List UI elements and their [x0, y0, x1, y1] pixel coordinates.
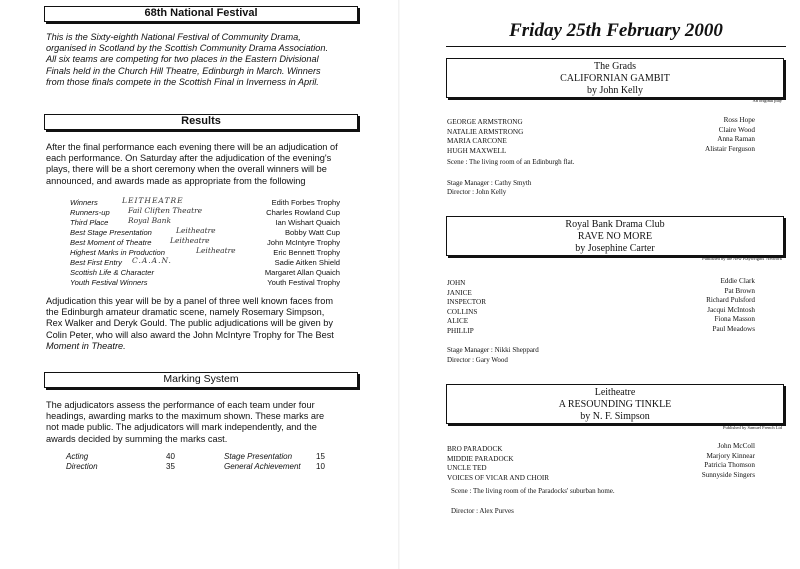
award-label: Best Moment of Theatre [70, 238, 152, 247]
award-label: Highest Marks in Production [70, 248, 165, 257]
award-trophy: Charles Rowland Cup [266, 208, 340, 217]
results-line: plays, there will be a short ceremony when the overall winners will be [46, 164, 327, 175]
cast-role: UNCLE TED [447, 464, 487, 473]
play-credit: Stage Manager : Cathy Smyth [447, 179, 532, 187]
award-label: Youth Festival Winners [70, 278, 148, 287]
play-header-box [446, 384, 784, 424]
cast-actor: Sunnyside Singers [701, 470, 755, 479]
mark-value: 40 [166, 452, 175, 461]
cast-actor: Pat Brown [724, 286, 755, 295]
results-line: each performance. On Saturday after the adjudication of the evening's [46, 153, 332, 164]
play-note: Published by the New Playwrights' Network [702, 256, 782, 261]
cast-roles [447, 445, 549, 483]
cast-roles [447, 118, 523, 156]
award-label: Best First Entry [70, 258, 122, 267]
festival-line: This is the Sixty-eighth National Festival of Community Drama, [46, 32, 301, 42]
award-trophy: John McIntyre Trophy [266, 238, 340, 247]
play-author: by John Kelly [586, 85, 644, 96]
play-header-box [446, 58, 784, 98]
award-label: Best Stage Presentation [70, 228, 152, 237]
award-trophy: Ian Wishart Quaich [275, 218, 340, 227]
cast-actor: Paul Meadows [712, 324, 755, 333]
festival-line: from those finals compete in the Scottish Final in Inverness in April. [46, 76, 319, 87]
cast-actors [640, 116, 755, 154]
adjudication-line: Adjudication this year will be by a panel of three well known faces from [46, 296, 334, 306]
cast-role: PHILLIP [447, 326, 474, 335]
festival-heading-box [44, 6, 358, 22]
handwritten-note: Royal Bank [128, 216, 172, 225]
cast-actor: Jacqui McIntosh [707, 305, 755, 314]
award-row [70, 198, 340, 207]
page-fold [398, 0, 400, 569]
play-title: CALIFORNIAN GAMBIT [560, 73, 670, 84]
handwritten-note: Fail Cliften Theatre [128, 206, 203, 215]
award-row [70, 268, 340, 277]
cast-actor: Alistair Ferguson [705, 144, 755, 153]
festival-intro [46, 32, 366, 88]
cast-role: NATALIE ARMSTRONG [447, 127, 524, 136]
cast-actor: Richard Pulsford [706, 296, 755, 305]
award-trophy: Sadie Aitken Shield [274, 258, 340, 267]
play-author: by N. F. Simpson [580, 411, 650, 422]
results-line: announced, and awards made as appropriate from the following [46, 175, 306, 186]
handwritten-note: Leitheatre [170, 236, 210, 245]
festival-line: organised in Scotland by the Scottish Community Drama Association. [46, 43, 329, 54]
mark-value: 35 [166, 462, 175, 471]
play-title: A RESOUNDING TINKLE [558, 399, 672, 410]
award-label: Runners-up [70, 208, 110, 217]
festival-heading: 68th National Festival [144, 7, 258, 19]
cast-actor: Anna Raman [717, 135, 755, 144]
cast-role: INSPECTOR [447, 298, 487, 307]
mark-value: 15 [316, 452, 325, 461]
results-line: After the final performance each evening there will be an adjudication of [46, 142, 338, 152]
award-label: Scottish Life & Character [70, 268, 154, 277]
award-row [70, 278, 340, 287]
mark-label: Stage Presentation [224, 452, 293, 461]
award-trophy: Eric Bennett Trophy [273, 248, 340, 257]
cast-actor: Ross Hope [723, 116, 755, 124]
award-label: Winners [70, 198, 98, 207]
cast-actor: Patricia Thomson [704, 461, 755, 470]
marking-line: headings, awarding marks to the maximum shown. These marks are [46, 411, 325, 422]
award-row [70, 248, 340, 257]
play-credit: Stage Manager : Nikki Sheppard [447, 346, 539, 354]
date-heading: Friday 25th February 2000 [509, 20, 723, 41]
cast-role: COLLINS [447, 307, 478, 316]
date-rule [446, 46, 786, 47]
cast-role: ALICE [447, 317, 469, 326]
handwritten-note: LEITHEATRE [122, 196, 184, 205]
cast-roles [447, 279, 486, 337]
handwritten-note: Leitheatre [176, 226, 216, 235]
mark-label: Acting [66, 452, 89, 461]
mark-label: General Achievement [224, 462, 301, 471]
adjudication-line: Moment in Theatre. [46, 340, 126, 351]
results-heading: Results [181, 115, 221, 127]
adjudication-line: Colin Peter, who will also award the John McIntyre Trophy for The Best [46, 329, 334, 340]
marking-line: awards decided by summing the marks cast. [46, 433, 228, 444]
cast-role: MARIA CARCONE [447, 137, 507, 146]
cast-role: JOHN [447, 279, 466, 287]
play-company: The Grads [594, 61, 636, 72]
festival-line: All six teams are competing for two places in the Eastern Divisional [46, 54, 319, 65]
marking-line: The adjudicators assess the performance of each team under four [46, 400, 315, 410]
play-scene: Scene : The living room of an Edinburgh flat. [447, 158, 575, 166]
marking-text [46, 400, 366, 445]
play-company: Royal Bank Drama Club [565, 219, 665, 230]
cast-actors [640, 277, 755, 335]
cast-actor: John McColl [717, 442, 755, 450]
cast-role: VOICES OF VICAR AND CHOIR [447, 473, 550, 482]
play-header-box [446, 216, 784, 256]
award-trophy: Margaret Allan Quaich [264, 268, 340, 277]
cast-actors [640, 442, 755, 480]
handwritten-note: C.A.A.N. [132, 256, 172, 265]
adjudication-line: Rex Walker and Deryk Gould. The public adjudications will be given by [46, 318, 333, 329]
cast-role: BRO PARADOCK [447, 445, 503, 453]
cast-actor: Marjory Kinnear [706, 451, 755, 460]
adjudication-text [46, 296, 366, 352]
cast-role: HUGH MAXWELL [447, 146, 507, 155]
award-trophy: Youth Festival Trophy [267, 278, 340, 287]
play-credit: Director : Gary Wood [447, 356, 508, 364]
play-company: Leitheatre [594, 387, 636, 398]
handwritten-note: Leitheatre [196, 246, 236, 255]
award-row [70, 258, 340, 267]
play-title: RAVE NO MORE [577, 231, 653, 242]
results-heading-box [44, 114, 358, 130]
mark-value: 10 [316, 462, 325, 471]
cast-role: GEORGE ARMSTRONG [447, 118, 523, 126]
play-author: by Josephine Carter [575, 243, 655, 254]
cast-actor: Claire Wood [718, 125, 755, 134]
play-note: Published by Samuel French Ltd [723, 425, 782, 430]
play-credit: Director : John Kelly [447, 188, 507, 196]
festival-line: Finals held in the Church Hill Theatre, Edinburgh in March. Winners [46, 65, 321, 76]
results-intro [46, 142, 366, 187]
marking-heading: Marking System [163, 373, 239, 385]
award-trophy: Bobby Watt Cup [284, 228, 340, 237]
mark-label: Direction [66, 462, 98, 471]
play-note: An original play [752, 98, 782, 103]
cast-role: JANICE [447, 288, 472, 297]
play-scene: Scene : The living room of the Paradocks' suburban home. [451, 487, 615, 495]
award-label: Third Place [70, 218, 109, 227]
cast-actor: Eddie Clark [720, 277, 755, 285]
adjudication-line: the Edinburgh amateur dramatic scene, namely Rosemary Simpson, [46, 307, 325, 318]
award-row [70, 208, 340, 217]
cast-role: MIDDIE PARADOCK [447, 454, 514, 463]
marking-heading-box [44, 372, 358, 388]
cast-actor: Fiona Masson [714, 315, 755, 324]
award-trophy: Edith Forbes Trophy [271, 198, 340, 207]
marking-line: not made public. The adjudicators will mark independently, and the [46, 422, 317, 433]
play-credit: Director : Alex Purves [451, 507, 514, 515]
